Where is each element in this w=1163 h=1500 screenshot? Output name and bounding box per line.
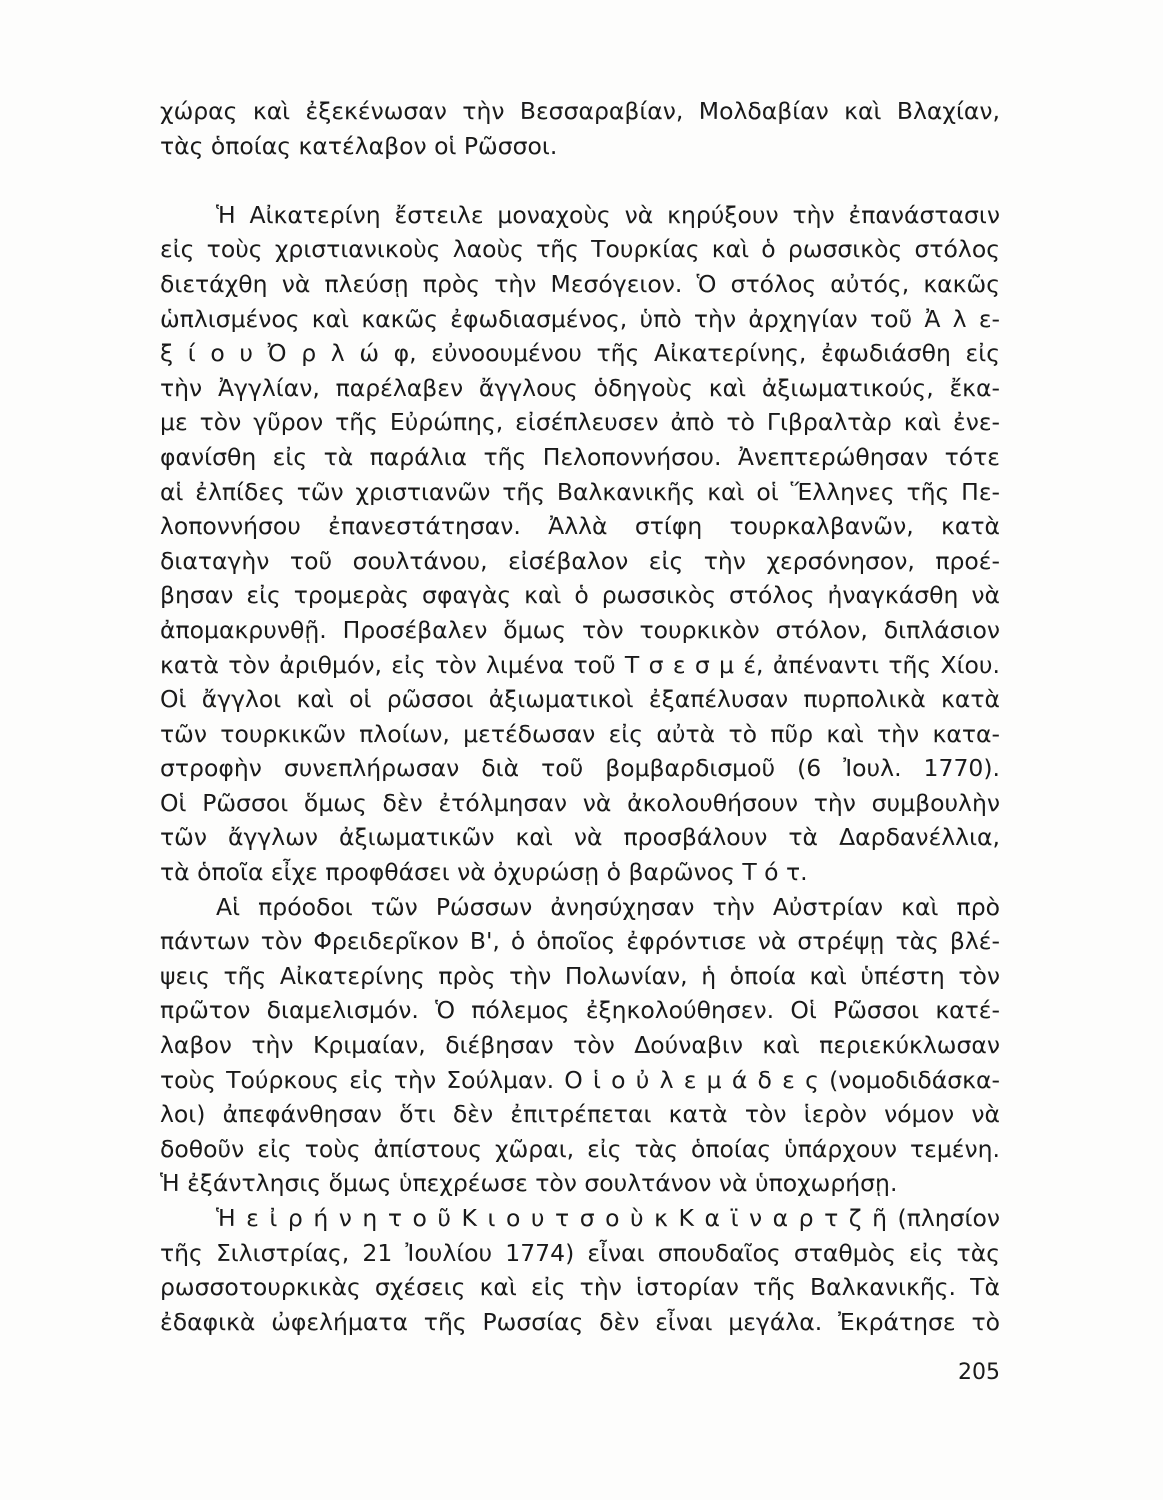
paragraph — [160, 1201, 1000, 1339]
text-line: στροφὴν συνεπλήρωσαν διὰ τοῦ βομβαρδισμοῦ (6 Ἰουλ. 1770). — [160, 754, 1000, 783]
text-line: διετάχθη νὰ πλεύσῃ πρὸς τὴν Μεσόγειον. Ὁ στόλος αὐτός, κακῶς — [160, 269, 1000, 298]
paragraph — [160, 198, 1000, 890]
text-line: ψεις τῆς Αἰκατερίνης πρὸς τὴν Πολωνίαν, ἡ ὁποία καὶ ὑπέστη τὸν — [160, 961, 1000, 990]
text-line: κατὰ τὸν ἀριθμόν, εἰς τὸν λιμένα τοῦ Τ σ ε σ μ έ, ἀπέναντι τῆς Χίου. — [160, 650, 1000, 679]
text-line: τοὺς Τούρκους εἰς τὴν Σούλμαν. Ο ἱ ο ὐ λ ε μ ά δ ε ς (νομοδιδάσκα- — [160, 1065, 1000, 1094]
text-line: Αἱ πρόοδοι τῶν Ρώσσων ἀνησύχησαν τὴν Αὐστρίαν καὶ πρὸ — [216, 892, 1000, 921]
text-line: Ἡ ἐξάντλησις ὅμως ὑπεχρέωσε τὸν σουλτάνον νὰ ὑποχωρήσῃ. — [160, 1169, 898, 1198]
text-line: τῶν ἄγγλων ἀξιωματικῶν καὶ νὰ προσβάλουν τὰ Δαρδανέλλια, — [160, 823, 1000, 852]
text-line: τῆς Σιλιστρίας, 21 Ἰουλίου 1774) εἶναι σπουδαῖος σταθμὸς εἰς τὰς — [160, 1238, 1000, 1267]
page-number: 205 — [958, 1360, 1000, 1385]
text-line: με τὸν γῦρον τῆς Εὐρώπης, εἰσέπλευσεν ἀπὸ τὸ Γιβραλτὰρ καὶ ἐνε- — [160, 408, 1000, 437]
text-line: λοποννήσου ἐπανεστάτησαν. Ἀλλὰ στίφη τουρκαλβανῶν, κατὰ — [160, 512, 1000, 541]
text-line: Ἡ Αἰκατερίνη ἔστειλε μοναχοὺς νὰ κηρύξουν τὴν ἐπανάστασιν — [216, 200, 1000, 229]
text-line: τὰς ὁποίας κατέλαβον οἱ Ρῶσσοι. — [160, 131, 558, 160]
text-line: Οἱ ἄγγλοι καὶ οἱ ρῶσσοι ἀξιωματικοὶ ἐξαπέλυσαν πυρπολικὰ κατὰ — [160, 685, 1000, 714]
paragraph-gap — [160, 163, 1000, 198]
text-line: λοι) ἀπεφάνθησαν ὅτι δὲν ἐπιτρέπεται κατὰ τὸν ἱερὸν νόμον νὰ — [160, 1100, 1000, 1129]
text-line: τὴν Ἀγγλίαν, παρέλαβεν ἄγγλους ὁδηγοὺς καὶ ἀξιωματικούς, ἔκα- — [160, 373, 1000, 402]
text-line: δοθοῦν εἰς τοὺς ἀπίστους χῶραι, εἰς τὰς ὁποίας ὑπάρχουν τεμένη. — [160, 1134, 1000, 1163]
text-line: Ἡ ε ἰ ρ ή ν η τ ο ῦ Κ ι ο υ τ σ ο ὺ κ Κ α ϊ ν α ρ τ ζ ῆ (πλησίον — [216, 1204, 1000, 1232]
text-line: αἱ ἐλπίδες τῶν χριστιανῶν τῆς Βαλκανικῆς καὶ οἱ Ἕλληνες τῆς Πε- — [160, 477, 1000, 506]
text-line: ἐδαφικὰ ὠφελήματα τῆς Ρωσσίας δὲν εἶναι μεγάλα. Ἐκράτησε τὸ — [160, 1307, 1000, 1336]
text-line: πάντων τὸν Φρειδερῖκον Β', ὁ ὁποῖος ἐφρόντισε νὰ στρέψῃ τὰς βλέ- — [160, 927, 1000, 956]
text-line: ἀπομακρυνθῇ. Προσέβαλεν ὅμως τὸν τουρκικὸν στόλον, διπλάσιον — [160, 615, 1000, 644]
text-line: φανίσθη εἰς τὰ παράλια τῆς Πελοποννήσου. Ἀνεπτερώθησαν τότε — [160, 442, 1000, 471]
paragraph — [160, 94, 1000, 163]
text-line: τὰ ὁποῖα εἶχε προφθάσει νὰ ὀχυρώσῃ ὁ βαρῶνος Τ ό τ. — [160, 858, 808, 887]
text-line: διαταγὴν τοῦ σουλτάνου, εἰσέβαλον εἰς τὴν χερσόνησον, προέ- — [160, 546, 1000, 575]
text-line: ρωσσοτουρκικὰς σχέσεις καὶ εἰς τὴν ἱστορίαν τῆς Βαλκανικῆς. Τὰ — [160, 1273, 1000, 1302]
text-line: ὡπλισμένος καὶ κακῶς ἐφωδιασμένος, ὑπὸ τὴν ἀρχηγίαν τοῦ Ἀ λ ε- — [160, 304, 1000, 333]
paragraph — [160, 890, 1000, 1201]
body-text — [160, 94, 1000, 1339]
text-line: εἰς τοὺς χριστιανικοὺς λαοὺς τῆς Τουρκίας καὶ ὁ ρωσσικὸς στόλος — [160, 235, 1000, 264]
text-line: λαβον τὴν Κριμαίαν, διέβησαν τὸν Δούναβιν καὶ περιεκύκλωσαν — [160, 1031, 1000, 1060]
text-line: ξ ί ο υ Ὀ ρ λ ώ φ, εὐνοουμένου τῆς Αἰκατερίνης, ἐφωδιάσθη εἰς — [160, 339, 1000, 368]
text-line: βησαν εἰς τρομερὰς σφαγὰς καὶ ὁ ρωσσικὸς στόλος ἠναγκάσθη νὰ — [160, 581, 1000, 610]
text-line: πρῶτον διαμελισμόν. Ὁ πόλεμος ἐξηκολούθησεν. Οἱ Ρῶσσοι κατέ- — [160, 996, 1000, 1025]
text-line: χώρας καὶ ἐξεκένωσαν τὴν Βεσσαραβίαν, Μολδαβίαν καὶ Βλαχίαν, — [160, 97, 1000, 125]
text-line: τῶν τουρκικῶν πλοίων, μετέδωσαν εἰς αὐτὰ τὸ πῦρ καὶ τὴν κατα- — [160, 719, 1000, 748]
text-line: Οἱ Ρῶσσοι ὅμως δὲν ἐτόλμησαν νὰ ἀκολουθήσουν τὴν συμβουλὴν — [160, 788, 1000, 817]
